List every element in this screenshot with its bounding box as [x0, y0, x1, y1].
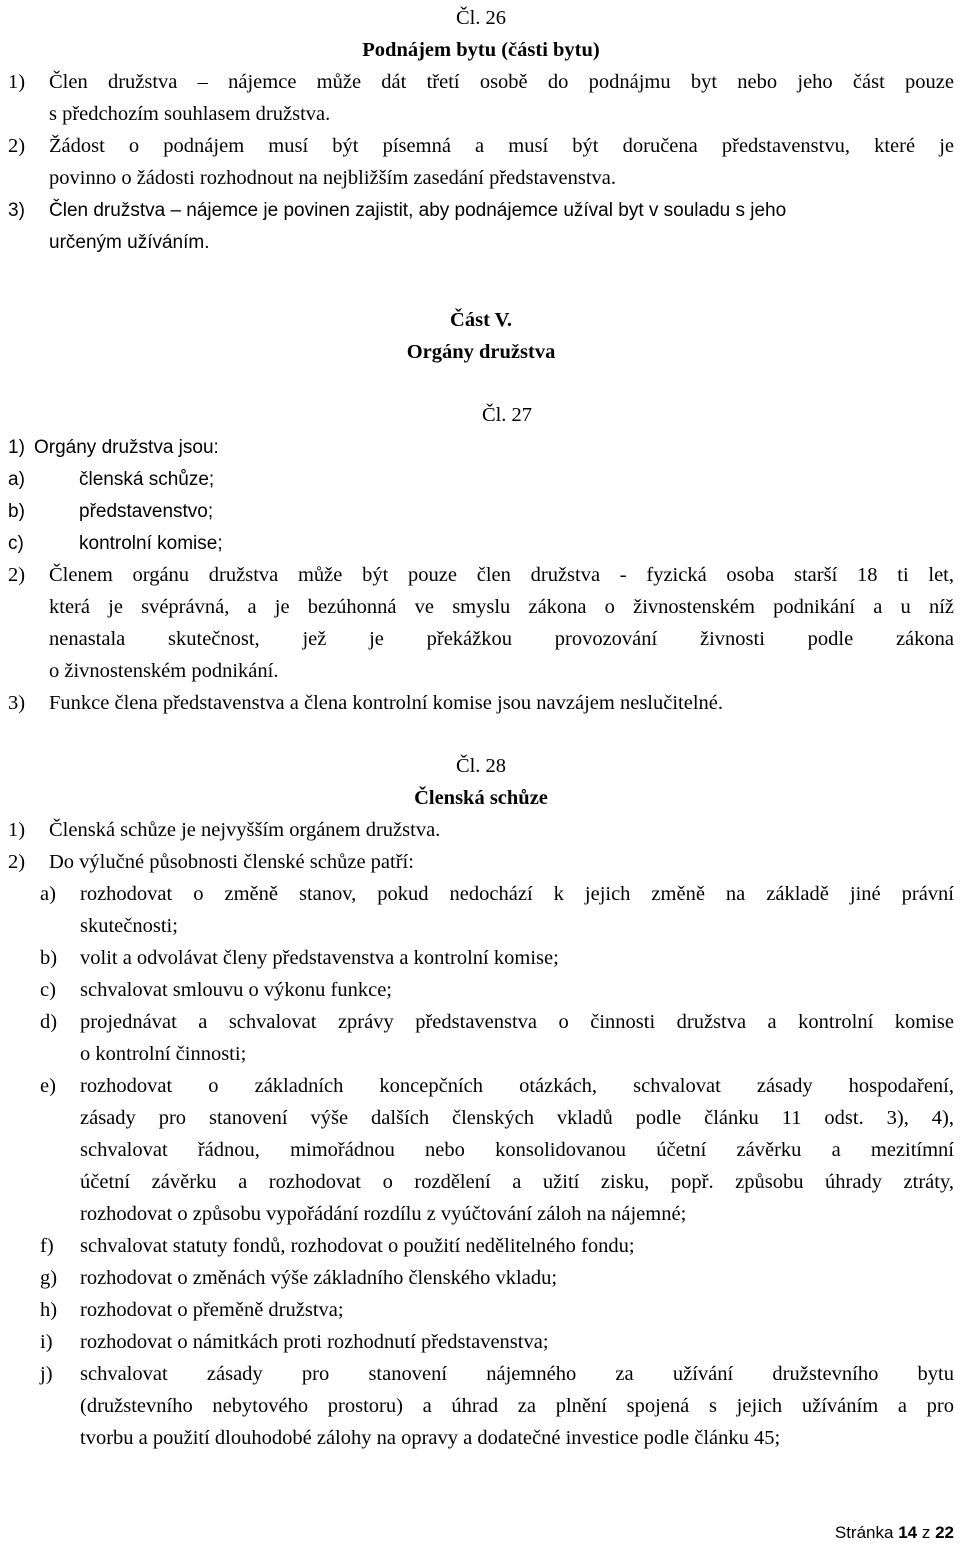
page-footer	[835, 1523, 954, 1543]
item-letter: f)	[40, 1235, 54, 1257]
item-text: schvalovat řádnou, mimořádnou nebo konsolidovanou účetní závěrku a mezitímní	[80, 1139, 954, 1161]
item-letter: c)	[8, 533, 24, 554]
art26-paragraph-3-cont: určeným užíváním.	[49, 232, 210, 253]
part-5-number: Část V.	[450, 309, 512, 331]
paragraph-text: Člen družstva – nájemce je povinen zajistit, aby podnájemce užíval byt v souladu s jeho	[49, 200, 787, 221]
item-text: schvalovat smlouvu o výkonu funkce;	[80, 979, 393, 1001]
footer-total-pages: 22	[935, 1523, 954, 1542]
item-text: rozhodovat o změnách výše základního členského vkladu;	[80, 1267, 558, 1289]
paragraph-text: Členem orgánu družstva může být pouze člen družstva - fyzická osoba starší 18 ti let,	[49, 564, 954, 586]
item-letter: g)	[40, 1267, 58, 1289]
item-text: (družstevního nebytového prostoru) a úhrad za plnění spojená s jejich užíváním a pro	[80, 1395, 954, 1417]
item-text: rozhodovat o přeměně družstva;	[80, 1299, 344, 1321]
paragraph-text: Funkce člena představenstva a člena kontrolní komise jsou navzájem neslučitelné.	[49, 692, 723, 714]
item-letter: i)	[40, 1331, 53, 1353]
article-28-title: Členská schůze	[414, 787, 548, 809]
item-text: rozhodovat o změně stanov, pokud nedochází k jejich změně na základě jiné právní	[80, 883, 954, 905]
paragraph-number: 2)	[8, 851, 26, 873]
item-text: schvalovat statuty fondů, rozhodovat o použití nedělitelného fondu;	[80, 1235, 635, 1257]
item-letter: e)	[40, 1075, 56, 1097]
item-text: rozhodovat o základních koncepčních otázkách, schvalovat zásady hospodaření,	[80, 1075, 954, 1097]
item-text: projednávat a schvalovat zprávy představenstva o činnosti družstva a kontrolní komise	[80, 1011, 954, 1033]
part-5-title: Orgány družstva	[406, 341, 556, 363]
footer-label: Stránka	[834, 1523, 894, 1542]
item-text: účetní závěrku a rozhodovat o rozdělení a užití zisku, popř. způsobu úhrady ztráty,	[80, 1171, 954, 1193]
paragraph-number: 1)	[8, 437, 25, 458]
item-text: schvalovat zásady pro stanovení nájemného za užívání družstevního bytu	[80, 1363, 954, 1385]
art27-paragraph-2-cont-3: o živnostenském podnikání.	[49, 660, 279, 682]
article-26-title: Podnájem bytu (části bytu)	[362, 39, 600, 61]
item-text: členská schůze;	[79, 469, 215, 490]
item-letter: h)	[40, 1299, 58, 1321]
paragraph-number: 3)	[8, 200, 25, 221]
item-letter: j)	[40, 1363, 53, 1385]
item-text: představenstvo;	[79, 501, 214, 522]
paragraph-number: 2)	[8, 564, 26, 586]
paragraph-text: Do výlučné působnosti členské schůze patří:	[49, 851, 414, 873]
item-letter: c)	[40, 979, 56, 1001]
art28-item-d-cont: o kontrolní činnosti;	[80, 1043, 247, 1065]
art26-paragraph-2-cont: povinno o žádosti rozhodnout na nejbližším zasedání představenstva.	[49, 167, 617, 189]
paragraph-number: 1)	[8, 819, 26, 841]
art28-item-j-cont-2: tvorbu a použití dlouhodobé zálohy na opravy a dodatečné investice podle článku 45;	[80, 1427, 781, 1449]
paragraph-text: která je svéprávná, a je bezúhonná ve smyslu zákona o živnostenském podnikání a u níž	[49, 596, 954, 618]
footer-page-number: 14	[898, 1523, 918, 1542]
paragraph-text: nenastala skutečnost, jež je překážkou provozování živnosti podle zákona	[49, 628, 954, 650]
paragraph-text: Žádost o podnájem musí být písemná a musí být doručena představenstvu, které je	[49, 135, 954, 157]
art28-item-e-cont-4: rozhodovat o způsobu vypořádání rozdílu z vyúčtování záloh na nájemné;	[80, 1203, 687, 1225]
art26-paragraph-1-cont: s předchozím souhlasem družstva.	[49, 103, 331, 125]
item-letter: a)	[8, 469, 25, 490]
item-letter: d)	[40, 1011, 58, 1033]
paragraph-number: 3)	[8, 692, 26, 714]
footer-of: z	[921, 1523, 931, 1542]
paragraph-text: Členská schůze je nejvyšším orgánem družstva.	[49, 819, 441, 841]
paragraph-text: Orgány družstva jsou:	[34, 437, 219, 458]
item-text: zásady pro stanovení výše dalších členských vkladů podle článku 11 odst. 3), 4),	[80, 1107, 954, 1129]
article-28-number: Čl. 28	[455, 755, 507, 777]
art28-item-a-cont: skutečnosti;	[80, 915, 178, 937]
item-letter: b)	[8, 501, 25, 522]
item-letter: a)	[40, 883, 56, 905]
item-text: rozhodovat o námitkách proti rozhodnutí představenstva;	[80, 1331, 549, 1353]
paragraph-number: 2)	[8, 135, 26, 157]
item-letter: b)	[40, 947, 58, 969]
paragraph-text: Člen družstva – nájemce může dát třetí osobě do podnájmu byt nebo jeho část pouze	[49, 71, 954, 93]
article-26-number: Čl. 26	[455, 7, 507, 29]
item-text: volit a odvolávat členy představenstva a kontrolní komise;	[80, 947, 559, 969]
article-27-number: Čl. 27	[481, 404, 533, 426]
item-text: kontrolní komise;	[79, 533, 223, 554]
paragraph-number: 1)	[8, 71, 26, 93]
